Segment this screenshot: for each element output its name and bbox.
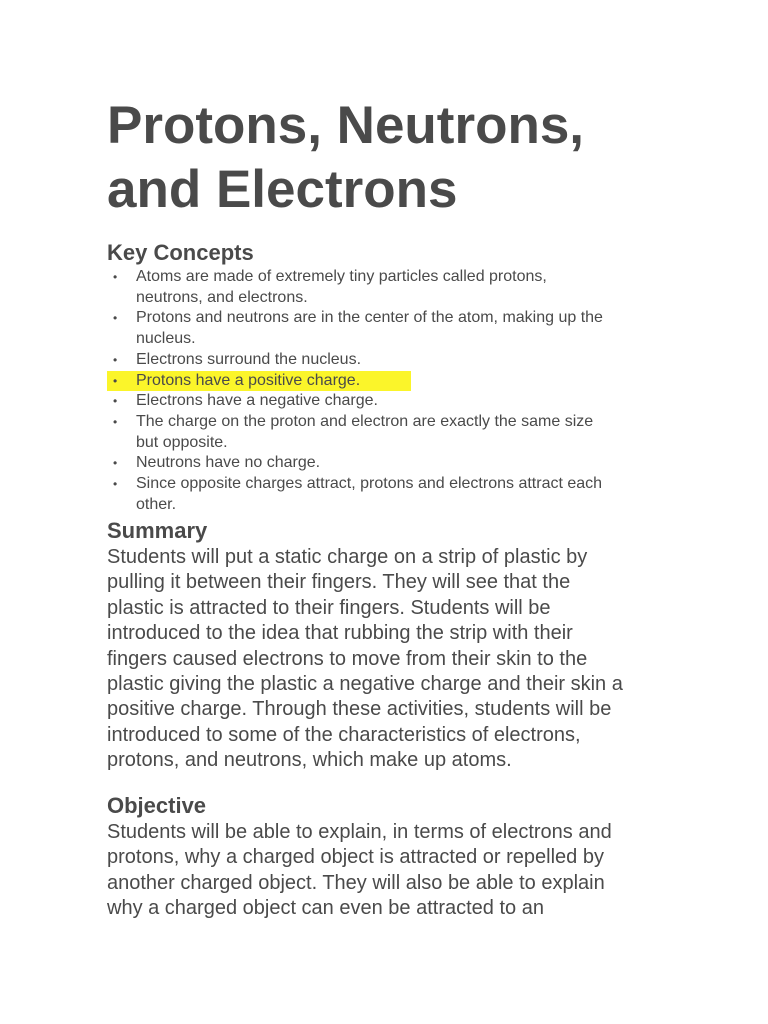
objective-line: another charged object. They will also be able to explain [107,871,605,894]
list-item [107,350,667,371]
bullet-icon: • [113,373,118,388]
objective-line: protons, why a charged object is attracted or repelled by [107,846,604,869]
list-item-text: Electrons surround the nucleus. [136,350,362,368]
bullet-icon: • [113,414,118,429]
summary-line: introduced to some of the characteristics of electrons, [107,723,581,746]
summary-line: introduced to the idea that rubbing the strip with their [107,622,573,645]
bullet-icon: • [113,394,118,409]
list-item-highlighted [107,371,411,392]
list-item [107,308,667,349]
summary-heading: Summary [107,518,208,543]
list-item-text-cont: nucleus. [136,330,196,348]
summary-paragraph [107,545,667,774]
objective-line: why a charged object can even be attracted to an [107,897,544,920]
summary-line: plastic is attracted to their fingers. Students will be [107,596,551,619]
list-item-text-cont: other. [136,495,177,513]
bullet-icon: • [113,456,118,471]
objective-line: Students will be able to explain, in terms of electrons and [107,821,612,843]
list-item-text: Electrons have a negative charge. [136,392,378,410]
list-item [107,412,667,453]
list-item [107,267,667,308]
objective-paragraph [107,820,667,922]
title-line-2: and Electrons [107,160,458,219]
list-item-text: Protons and neutrons are in the center of the atom, making up the [136,309,603,327]
summary-line: protons, and neutrons, which make up atoms. [107,749,512,772]
list-item-text: Neutrons have no charge. [136,454,321,472]
list-item-text-cont: neutrons, and electrons. [136,288,308,306]
list-item [107,453,667,474]
summary-line: positive charge. Through these activities, students will be [107,698,612,721]
page-title [107,94,667,222]
list-item-text-cont: but opposite. [136,433,228,451]
bullet-icon: • [113,352,118,367]
key-concepts-list [107,267,667,515]
bullet-icon: • [113,311,118,326]
summary-line: plastic giving the plastic a negative charge and their skin a [107,673,623,696]
list-item-text: Atoms are made of extremely tiny particles called protons, [136,268,547,285]
summary-line: fingers caused electrons to move from their skin to the [107,647,588,670]
list-item-text: The charge on the proton and electron are exactly the same size [136,412,594,430]
list-item-text: Since opposite charges attract, protons and electrons attract each [136,475,603,493]
title-line-1: Protons, Neutrons, [107,96,585,155]
bullet-icon: • [113,270,118,284]
summary-line: Students will put a static charge on a strip of plastic by [107,546,588,568]
bullet-icon: • [113,477,118,492]
list-item-text: Protons have a positive charge. [136,371,361,389]
list-item [107,391,667,412]
list-item [107,474,667,515]
key-concepts-heading: Key Concepts [107,240,254,265]
objective-heading: Objective [107,793,207,818]
summary-line: pulling it between their fingers. They will see that the [107,571,571,594]
